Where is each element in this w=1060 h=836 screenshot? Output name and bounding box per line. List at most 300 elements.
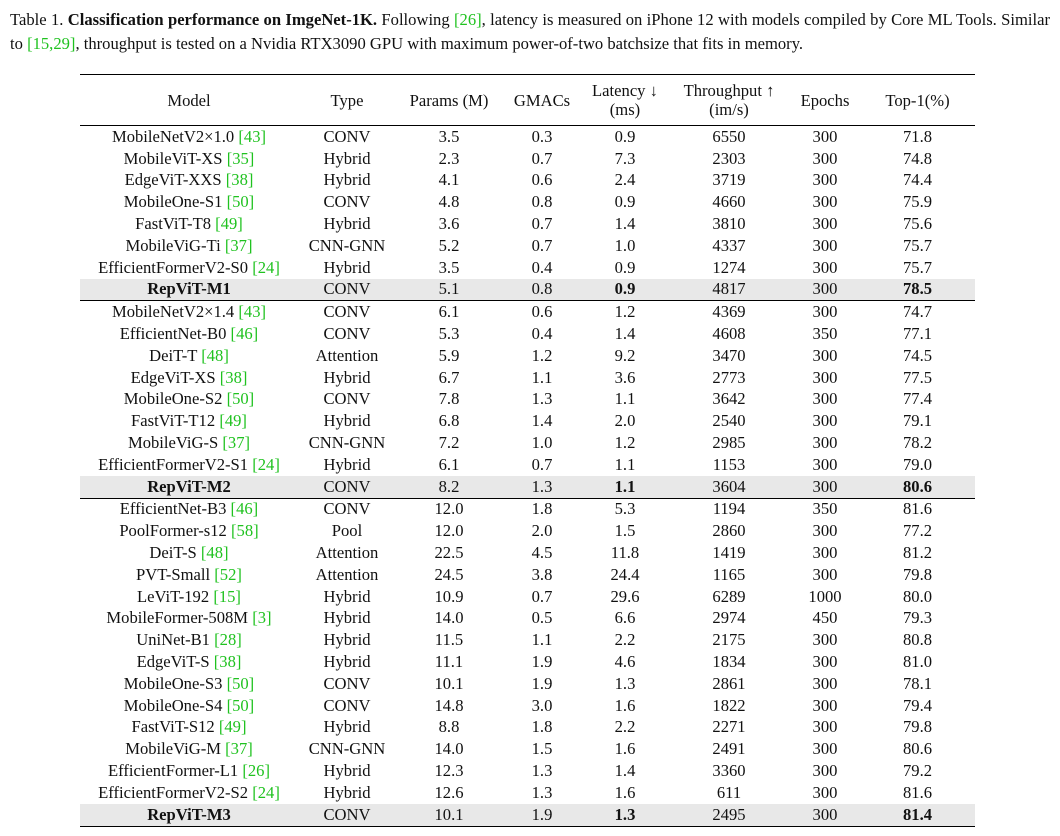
model-citation[interactable]: [46]: [230, 324, 259, 344]
cell-top1: 78.1: [902, 673, 933, 693]
table-row: [80, 257, 975, 279]
cell-epochs: 300: [790, 279, 860, 301]
cell-model: [80, 695, 298, 717]
cell-gmacs: 1.3: [502, 476, 582, 498]
cell-params: 12.0: [434, 521, 464, 541]
cell-gmacs: 0.7: [531, 148, 553, 168]
header-latency: [582, 75, 668, 126]
cell-latency: 1.0: [614, 235, 636, 255]
cell-epochs: 1000: [808, 586, 842, 606]
cell-model: [80, 126, 298, 148]
cell-model: [80, 476, 298, 498]
model-name: UniNet-B1: [136, 630, 210, 650]
model-citation[interactable]: [50]: [226, 695, 255, 715]
cell-model: [80, 738, 298, 760]
cell-params: 4.1: [438, 170, 460, 190]
model-citation[interactable]: [50]: [226, 389, 255, 409]
model-citation[interactable]: [24]: [252, 454, 280, 474]
cell-type: Hybrid: [323, 761, 371, 780]
cell-params: 7.8: [438, 389, 460, 409]
cell-latency: 1.4: [614, 324, 636, 344]
table-row: [80, 454, 975, 476]
cell-gmacs: 0.4: [531, 324, 553, 344]
cell-latency: 5.3: [582, 498, 668, 520]
model-citation[interactable]: [38]: [213, 652, 242, 672]
model-citation[interactable]: [24]: [252, 782, 280, 802]
model-citation[interactable]: [52]: [214, 564, 242, 584]
cell-params: 24.5: [434, 564, 464, 584]
cell-gmacs: 1.2: [531, 345, 553, 365]
cell-epochs: 300: [790, 804, 860, 826]
model-citation[interactable]: [49]: [215, 214, 243, 234]
cell-top1: 79.3: [902, 608, 933, 628]
caption-text-2: , latency is measured on iPhone 12 with models compiled by Core ML Tools. Similar to: [10, 10, 1050, 53]
table-row: [80, 126, 975, 148]
header-throughput-line2: (im/s): [709, 100, 749, 119]
table-row: [80, 410, 975, 432]
cell-type: Hybrid: [323, 170, 371, 190]
cell-model: [80, 323, 298, 345]
cell-type: Hybrid: [323, 367, 371, 387]
cell-gmacs: 0.4: [531, 257, 553, 277]
cell-top1: 79.8: [902, 717, 933, 737]
cell-epochs: 450: [812, 608, 838, 628]
cell-model: [80, 235, 298, 257]
cell-top1: 74.5: [902, 345, 933, 365]
cell-throughput: 2985: [712, 433, 746, 453]
table-row: [80, 586, 975, 608]
cell-gmacs: 0.3: [531, 126, 553, 146]
cell-latency: 1.3: [614, 673, 636, 693]
cell-params: 5.9: [438, 345, 460, 365]
cell-throughput: 1834: [712, 652, 746, 672]
cell-latency: 6.6: [614, 608, 636, 628]
cell-gmacs: 2.0: [531, 521, 553, 541]
cell-model: [80, 432, 298, 454]
cell-top1: 80.8: [902, 630, 933, 650]
cell-params: 12.3: [434, 761, 464, 780]
cell-params: 6.1: [396, 301, 502, 323]
cell-gmacs: 1.8: [531, 717, 553, 737]
cell-epochs: 300: [812, 235, 838, 255]
cell-epochs: 300: [812, 673, 838, 693]
cell-epochs: 300: [812, 345, 838, 365]
model-citation[interactable]: [37]: [222, 433, 251, 453]
table-row: [80, 760, 975, 782]
cell-throughput: 611: [716, 782, 742, 802]
cell-params: 10.9: [434, 586, 464, 606]
cell-params: 2.3: [438, 148, 460, 168]
table-row: [80, 235, 975, 257]
table-row: [80, 673, 975, 695]
table-body: [80, 126, 975, 827]
model-citation[interactable]: [3]: [252, 608, 272, 628]
model-name: MobileOne-S3: [123, 673, 223, 693]
cell-type: Attention: [315, 564, 379, 584]
model-citation[interactable]: [48]: [200, 543, 229, 563]
model-citation[interactable]: [38]: [219, 367, 248, 387]
table-row: [80, 367, 975, 389]
cell-model: [80, 301, 298, 323]
cell-top1: 79.8: [902, 564, 933, 584]
cell-params: 14.8: [434, 695, 464, 715]
cell-gmacs: 4.5: [531, 543, 553, 563]
model-citation[interactable]: [50]: [226, 673, 255, 693]
cell-latency: 1.5: [614, 521, 636, 541]
cell-throughput: 2773: [712, 367, 746, 387]
model-citation[interactable]: [48]: [201, 345, 229, 365]
model-name: EfficientNet-B0: [119, 324, 227, 344]
table-row: [80, 498, 975, 520]
cell-throughput: 1194: [668, 498, 790, 520]
cell-top1: 74.4: [902, 170, 933, 190]
cell-throughput: 2303: [712, 148, 746, 168]
table-row: [80, 542, 975, 564]
cell-top1: 78.2: [902, 433, 933, 453]
cell-epochs: 300: [812, 739, 838, 759]
model-name: MobileViG-M: [125, 739, 221, 759]
cell-model: [80, 717, 298, 739]
model-name: EfficientFormerV2-S2: [98, 782, 249, 802]
model-citation[interactable]: [49]: [219, 411, 247, 431]
cell-top1: 74.8: [902, 148, 933, 168]
cell-gmacs: 1.3: [531, 761, 553, 780]
cell-gmacs: 0.7: [531, 454, 553, 474]
cell-epochs: 300: [812, 214, 838, 234]
table-row: [80, 301, 975, 323]
cell-latency: 29.6: [610, 586, 640, 606]
model-name: PoolFormer-s12: [119, 521, 227, 541]
model-citation[interactable]: [15]: [213, 586, 241, 606]
cell-epochs: 350: [812, 324, 838, 344]
cell-model: [80, 782, 298, 804]
cell-latency: 1.1: [582, 476, 668, 498]
cell-latency: 0.9: [582, 279, 668, 301]
cell-params: 6.8: [438, 411, 460, 431]
cell-epochs: 300: [812, 148, 838, 168]
cell-gmacs: 1.9: [531, 652, 553, 672]
model-name: MobileOne-S1: [123, 192, 223, 212]
cell-latency: 1.6: [614, 695, 636, 715]
cell-latency: 2.2: [614, 630, 636, 650]
table-row: [80, 804, 975, 826]
cell-top1: 75.6: [902, 214, 933, 234]
cell-throughput: 2974: [712, 608, 746, 628]
cell-model: [80, 279, 298, 301]
cell-throughput: 6550: [712, 126, 746, 146]
cell-model: [80, 345, 298, 367]
cell-type: CNN-GNN: [308, 739, 386, 759]
cell-type: Attention: [315, 543, 379, 563]
cell-top1: 75.7: [902, 257, 933, 277]
cell-epochs: 350: [790, 498, 860, 520]
cell-latency: 2.4: [614, 170, 636, 190]
cell-latency: 11.8: [610, 543, 640, 563]
table-row: [80, 738, 975, 760]
table-caption: [10, 8, 1050, 56]
model-name: MobileViG-Ti: [125, 235, 221, 255]
table-row: [80, 389, 975, 411]
cell-model: [80, 170, 298, 192]
model-name: FastViT-T12: [131, 411, 216, 431]
cell-epochs: 300: [790, 476, 860, 498]
table-row: [80, 608, 975, 630]
cell-params: 12.0: [396, 498, 502, 520]
model-name: MobileOne-S2: [123, 389, 223, 409]
cell-gmacs: 0.7: [531, 214, 553, 234]
model-citation[interactable]: [37]: [224, 235, 253, 255]
cell-type: Hybrid: [323, 214, 371, 234]
table-row: [80, 170, 975, 192]
cell-type: Hybrid: [323, 717, 371, 737]
cell-gmacs: 0.7: [531, 586, 553, 606]
cell-params: 10.1: [396, 804, 502, 826]
cell-params: 5.1: [396, 279, 502, 301]
cell-gmacs: 0.6: [502, 301, 582, 323]
table-row: [80, 279, 975, 301]
cell-model: [80, 564, 298, 586]
model-name: RepViT-M3: [147, 804, 231, 824]
cell-epochs: 300: [812, 192, 838, 212]
cell-latency: 1.4: [614, 214, 636, 234]
cell-gmacs: 0.7: [531, 235, 553, 255]
cell-type: CONV: [323, 126, 371, 146]
model-citation[interactable]: [46]: [230, 499, 259, 519]
cell-gmacs: 1.1: [531, 630, 553, 650]
cell-throughput: 2271: [712, 717, 746, 737]
table-row: [80, 717, 975, 739]
cell-epochs: 300: [812, 564, 838, 584]
header-throughput: [668, 75, 790, 126]
cell-model: [80, 673, 298, 695]
cell-epochs: 300: [812, 257, 838, 277]
header-epochs: Epochs: [790, 75, 860, 126]
cell-top1: 75.9: [902, 192, 933, 212]
cell-throughput: 4817: [668, 279, 790, 301]
table-row: [80, 323, 975, 345]
cell-epochs: 300: [812, 170, 838, 190]
cell-model: [80, 542, 298, 564]
caption-cite-1[interactable]: [26]: [454, 10, 482, 29]
cell-gmacs: 1.5: [531, 739, 553, 759]
cell-latency: 2.0: [614, 411, 636, 431]
model-name: DeiT-T: [149, 345, 198, 365]
cell-params: 6.7: [438, 367, 460, 387]
cell-gmacs: 3.0: [531, 695, 553, 715]
cell-type: CONV: [298, 301, 396, 323]
model-name: MobileFormer-508M: [106, 608, 249, 628]
cell-top1: 80.0: [902, 586, 933, 606]
cell-throughput: 3360: [712, 761, 746, 780]
cell-throughput: 3604: [668, 476, 790, 498]
cell-top1: 81.4: [860, 804, 975, 826]
cell-type: Hybrid: [323, 782, 371, 802]
cell-model: [80, 498, 298, 520]
cell-model: [80, 367, 298, 389]
cell-params: 11.5: [434, 630, 464, 650]
cell-top1: 79.4: [902, 695, 933, 715]
cell-epochs: 300: [812, 389, 838, 409]
table-row: [80, 782, 975, 804]
cell-epochs: 300: [812, 761, 838, 780]
cell-model: [80, 804, 298, 826]
cell-top1: 79.2: [902, 761, 933, 780]
cell-latency: 1.6: [614, 739, 636, 759]
model-name: PVT-Small: [136, 564, 211, 584]
model-citation[interactable]: [28]: [214, 630, 242, 650]
caption-cite-2[interactable]: [15,29]: [27, 34, 76, 53]
cell-model: [80, 389, 298, 411]
model-citation[interactable]: [50]: [226, 192, 255, 212]
cell-throughput: 4608: [712, 324, 746, 344]
cell-params: 10.1: [434, 673, 464, 693]
cell-latency: 0.9: [614, 192, 636, 212]
cell-gmacs: 1.3: [531, 389, 553, 409]
model-name: MobileViG-S: [127, 433, 219, 453]
cell-throughput: 4337: [712, 235, 746, 255]
cell-model: [80, 213, 298, 235]
cell-gmacs: 1.3: [531, 782, 553, 802]
model-citation[interactable]: [58]: [231, 521, 259, 541]
cell-throughput: 2540: [712, 411, 746, 431]
header-params: Params (M): [396, 75, 502, 126]
cell-gmacs: 0.5: [531, 608, 553, 628]
cell-top1: 71.8: [902, 126, 933, 146]
cell-type: Attention: [315, 345, 379, 365]
cell-top1: 77.4: [902, 389, 933, 409]
cell-type: Hybrid: [323, 652, 371, 672]
cell-type: CONV: [298, 498, 396, 520]
cell-model: [80, 410, 298, 432]
cell-top1: 81.6: [860, 498, 975, 520]
cell-top1: 78.5: [860, 279, 975, 301]
cell-gmacs: 1.4: [531, 411, 553, 431]
cell-type: CONV: [323, 673, 371, 693]
cell-model: [80, 454, 298, 476]
cell-throughput: 4660: [712, 192, 746, 212]
cell-epochs: 300: [812, 717, 838, 737]
cell-top1: 79.1: [902, 411, 933, 431]
cell-params: 8.8: [438, 717, 460, 737]
cell-params: 6.1: [438, 454, 460, 474]
cell-throughput: 2495: [668, 804, 790, 826]
caption-title: Classification performance on ImgeNet-1K.: [67, 10, 378, 29]
model-name: MobileViT-XS: [123, 148, 223, 168]
cell-params: 12.6: [434, 782, 464, 802]
cell-epochs: 300: [790, 301, 860, 323]
cell-latency: 3.6: [614, 367, 636, 387]
table-row: [80, 564, 975, 586]
cell-throughput: 2860: [712, 521, 746, 541]
cell-throughput: 2861: [712, 673, 746, 693]
cell-epochs: 300: [812, 521, 838, 541]
model-citation[interactable]: [43]: [238, 126, 267, 146]
cell-throughput: 3642: [712, 389, 746, 409]
header-gmacs: GMACs: [502, 75, 582, 126]
table-row: [80, 148, 975, 170]
cell-epochs: 300: [812, 695, 838, 715]
cell-top1: 79.0: [902, 454, 933, 474]
table-row: [80, 476, 975, 498]
cell-gmacs: 1.8: [502, 498, 582, 520]
table-row: [80, 432, 975, 454]
cell-params: 8.2: [396, 476, 502, 498]
cell-type: Hybrid: [323, 411, 371, 431]
model-citation[interactable]: [49]: [218, 717, 247, 737]
model-name: EfficientFormer-L1: [107, 761, 239, 780]
cell-latency: 9.2: [614, 345, 636, 365]
cell-gmacs: 1.0: [531, 433, 553, 453]
cell-type: Pool: [331, 521, 363, 541]
cell-epochs: 300: [812, 630, 838, 650]
model-citation[interactable]: [24]: [252, 257, 280, 277]
table-row: [80, 213, 975, 235]
model-citation[interactable]: [43]: [238, 302, 267, 322]
cell-type: CONV: [298, 476, 396, 498]
model-citation[interactable]: [26]: [242, 761, 271, 780]
cell-top1: 77.5: [902, 367, 933, 387]
cell-model: [80, 257, 298, 279]
cell-model: [80, 760, 298, 782]
model-citation[interactable]: [37]: [225, 739, 253, 759]
cell-top1: 81.0: [902, 652, 933, 672]
cell-gmacs: 0.8: [502, 279, 582, 301]
caption-text-3: , throughput is tested on a Nvidia RTX3090 GPU with maximum power-of-two batchsize that fits in memory.: [75, 34, 804, 53]
cell-latency: 0.9: [614, 126, 636, 146]
cell-latency: 2.2: [614, 717, 636, 737]
model-name: EdgeViT-S: [136, 652, 210, 672]
table-row: [80, 345, 975, 367]
cell-epochs: 300: [812, 367, 838, 387]
cell-type: CNN-GNN: [308, 235, 386, 255]
cell-params: 3.5: [438, 257, 460, 277]
cell-epochs: 300: [812, 411, 838, 431]
cell-params: 3.5: [438, 126, 460, 146]
cell-latency: 1.6: [614, 782, 636, 802]
cell-latency: 1.1: [614, 454, 636, 474]
model-citation[interactable]: [35]: [226, 148, 255, 168]
table-row: [80, 520, 975, 542]
cell-throughput: 1822: [712, 695, 746, 715]
header-latency-line2: (ms): [609, 100, 641, 119]
cell-latency: 1.3: [582, 804, 668, 826]
cell-params: 5.2: [438, 235, 460, 255]
model-citation[interactable]: [38]: [225, 170, 254, 190]
cell-gmacs: 0.6: [531, 170, 553, 190]
cell-throughput: 3470: [712, 345, 746, 365]
cell-epochs: 300: [812, 652, 838, 672]
table-row: [80, 651, 975, 673]
cell-latency: 1.4: [614, 761, 636, 780]
cell-throughput: 1165: [712, 564, 746, 584]
cell-params: 11.1: [434, 652, 464, 672]
cell-type: Hybrid: [323, 257, 371, 277]
model-name: EfficientFormerV2-S1: [98, 454, 249, 474]
header-top1: Top-1(%): [860, 75, 975, 126]
caption-label: Table 1.: [10, 10, 64, 29]
cell-type: CNN-GNN: [308, 433, 386, 453]
cell-params: 3.6: [438, 214, 460, 234]
cell-latency: 1.2: [582, 301, 668, 323]
model-name: MobileOne-S4: [123, 695, 223, 715]
table-row: [80, 191, 975, 213]
cell-throughput: 1419: [712, 543, 746, 563]
cell-type: CONV: [323, 324, 371, 344]
table-row: [80, 695, 975, 717]
model-name: EdgeViT-XXS: [124, 170, 222, 190]
cell-type: CONV: [323, 695, 371, 715]
model-name: EfficientFormerV2-S0: [98, 257, 249, 277]
